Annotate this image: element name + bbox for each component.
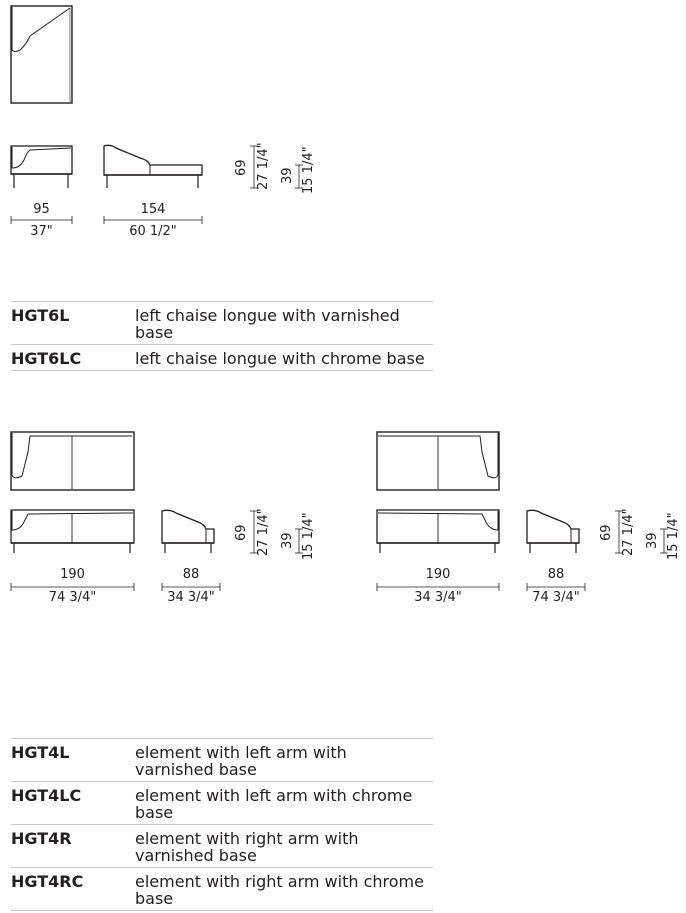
spec-description: element with left arm with chrome base <box>135 786 413 822</box>
chaise-length-cm: 154 <box>140 202 166 217</box>
left-arm-depth-cm: 88 <box>182 567 200 582</box>
spec-row <box>11 738 433 781</box>
chaise-height-cm: 69 <box>234 159 249 176</box>
spec-code: HGT4R <box>11 829 72 848</box>
left-arm-seat-height-cm: 39 <box>280 532 295 549</box>
left-arm-width-in: 74 3/4" <box>48 590 97 605</box>
left-arm-top-view <box>11 432 134 490</box>
spec-description: element with left arm with varnished base <box>135 743 347 779</box>
chaise-height-in: 27 1/4" <box>256 142 271 190</box>
chaise-seat-height-cm: 39 <box>280 167 295 184</box>
spec-row <box>11 867 433 911</box>
left-arm-width-cm: 190 <box>60 567 85 582</box>
left-arm-seat-height-in: 15 1/4" <box>301 512 316 560</box>
right-arm-front-view <box>377 510 499 553</box>
chaise-width-in: 37" <box>30 224 53 239</box>
left-arm-height-cm: 69 <box>234 524 249 541</box>
spec-code: HGT4L <box>11 743 70 762</box>
spec-code: HGT6L <box>11 306 70 325</box>
spec-row <box>11 824 433 867</box>
chaise-seat-height-in: 15 1/4" <box>301 146 316 194</box>
right-arm-height-in: 27 1/4" <box>621 508 636 556</box>
spec-code: HGT6LC <box>11 349 82 368</box>
right-arm-height-cm: 69 <box>599 524 614 541</box>
section2-spec-table <box>11 738 433 911</box>
right-arm-depth-in: 74 3/4" <box>532 590 580 605</box>
spec-code: HGT4LC <box>11 786 82 805</box>
spec-code: HGT4RC <box>11 872 84 891</box>
right-arm-top-view <box>377 432 499 490</box>
spec-description: left chaise longue with varnished base <box>135 306 400 342</box>
right-arm-depth-cm: 88 <box>547 567 565 582</box>
right-arm-seat-height-in: 15 1/4" <box>666 512 681 560</box>
spec-description: element with right arm with chrome base <box>135 872 424 908</box>
chaise-width-cm: 95 <box>33 202 50 217</box>
left-arm-height-in: 27 1/4" <box>256 508 271 556</box>
spec-row <box>11 781 433 824</box>
chaise-length-in: 60 1/2" <box>129 224 177 239</box>
right-arm-seat-height-cm: 39 <box>645 532 660 549</box>
spec-description: element with right arm with varnished base <box>135 829 359 865</box>
left-arm-front-view <box>11 510 134 553</box>
right-arm-width-cm: 190 <box>425 567 451 582</box>
left-arm-side-view <box>162 510 214 553</box>
left-arm-depth-in: 34 3/4" <box>167 590 215 605</box>
right-arm-width-in: 34 3/4" <box>414 590 462 605</box>
spec-description: left chaise longue with chrome base <box>135 349 425 368</box>
right-arm-side-view <box>527 510 579 553</box>
